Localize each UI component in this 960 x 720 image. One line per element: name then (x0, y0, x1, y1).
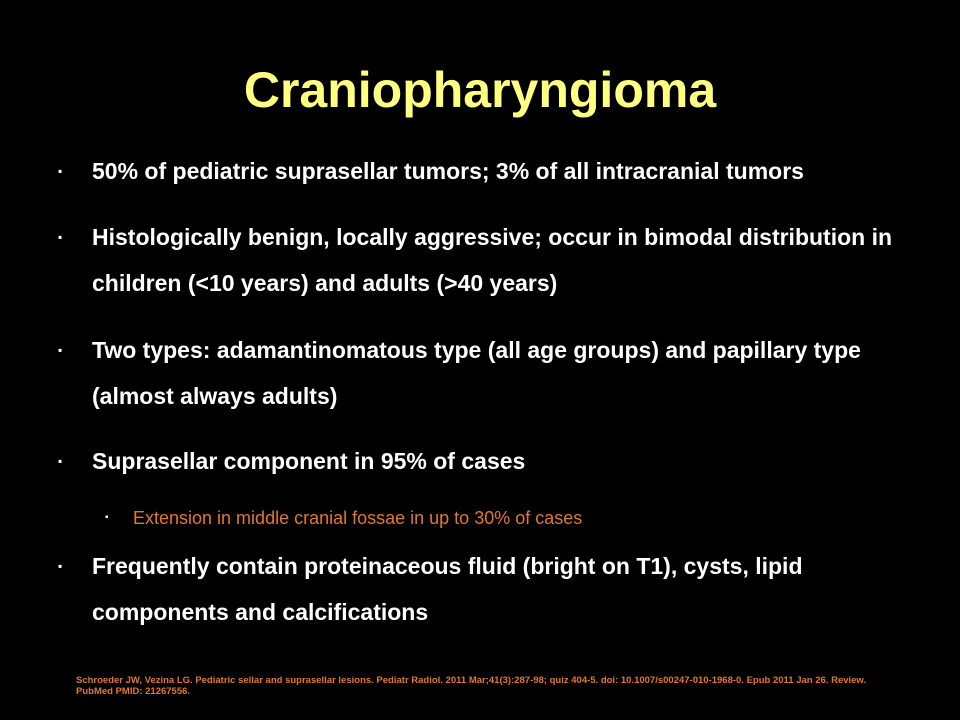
sub-bullet-item (105, 503, 925, 533)
bullet-text: Suprasellar component in 95% of cases (92, 448, 526, 474)
citation: Schroeder JW, Vezina LG. Pediatric sellar and suprasellar lesions. Pediatr Radiol. 2011 Mar;41(3):287-98; quiz 404-5. doi: 10.1007/s00247-010-1968-0. Epub 2011 Jan 26. Review. PubMed PMID: 21267556. (76, 675, 867, 697)
sub-bullet-text: Extension in middle cranial fossae in up to 30% of cases (133, 508, 583, 528)
sub-bullet-square-icon: ▪ (105, 512, 109, 523)
bullet-text: Frequently contain proteinaceous fluid (bright on T1), cysts, lipid components and calcifications (92, 553, 803, 625)
bullet-square-icon: ▪ (58, 559, 63, 573)
slide-title: Craniopharyngioma (243, 62, 717, 118)
bullet-item (58, 214, 928, 306)
bullet-square-icon: ▪ (58, 230, 63, 244)
bullet-text: Histologically benign, locally aggressive; occur in bimodal distribution in children (<10 years) and adults (>40 years) (92, 224, 893, 296)
bullet-text: 50% of pediatric suprasellar tumors; 3% of all intracranial tumors (92, 158, 804, 184)
bullet-item (58, 148, 928, 194)
bullet-square-icon: ▪ (58, 164, 63, 178)
bullet-text: Two types: adamantinomatous type (all age groups) and papillary type (almost always adults) (92, 337, 861, 409)
bullet-item (58, 543, 928, 635)
bullet-item (58, 327, 928, 419)
bullet-square-icon: ▪ (58, 454, 63, 468)
bullet-square-icon: ▪ (58, 343, 63, 357)
bullet-item (58, 438, 928, 484)
